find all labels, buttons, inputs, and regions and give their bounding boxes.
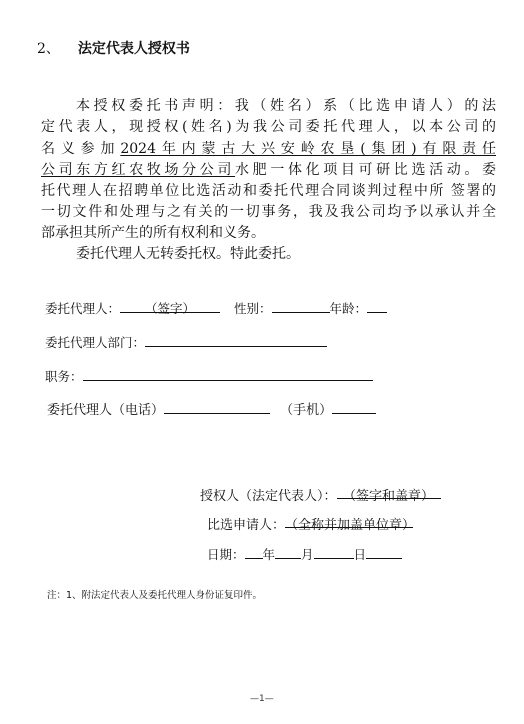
applicant-label: 比选申请人： <box>207 518 286 533</box>
declaration-line-6: 一切文件和处理与之有关的一切事务，我及我公司均予以承认并全 <box>41 204 496 220</box>
authorizer-signature-field[interactable] <box>337 485 441 504</box>
authorizer-label: 授权人（法定代表人）： <box>200 489 337 504</box>
declaration-line-1: 本授权委托书声明：我（姓名）系（比选申请人）的法 <box>76 98 496 114</box>
agent-info-row <box>45 299 387 317</box>
declaration-line-2: 定代表人，现授权(姓名)为我公司委托代理人，以本公司的 <box>41 119 496 135</box>
section-heading <box>37 38 190 58</box>
declaration-line-3-prefix: 名义参加 <box>41 141 121 157</box>
declaration-line-4 <box>41 160 496 180</box>
position-label: 职务： <box>45 369 83 384</box>
date-row <box>207 545 402 563</box>
applicant-hint: （全称并加盖单位章） <box>285 518 416 533</box>
declaration-line-5: 托代理人在招聘单位比选活动和委托代理合同谈判过程中所 签署的 <box>41 183 496 199</box>
agent-phone-row <box>47 399 376 418</box>
day-trailing-field[interactable] <box>366 545 402 559</box>
phone-label: 委托代理人（电话） <box>47 403 165 418</box>
agent-label: 委托代理人： <box>45 301 121 316</box>
month-label: 月 <box>301 547 314 562</box>
declaration-line-3 <box>41 139 496 159</box>
project-name-part-1: 2024年内蒙古大兴安岭农垦(集团)有限责任 <box>120 141 496 157</box>
dept-field[interactable] <box>145 333 327 347</box>
gender-field[interactable] <box>272 299 330 313</box>
dept-label: 委托代理人部门： <box>45 335 146 350</box>
day-label: 日 <box>353 547 367 562</box>
agent-signature-field[interactable] <box>120 299 220 316</box>
month-field[interactable] <box>275 545 301 559</box>
agent-signature-hint: （签字） <box>145 301 196 316</box>
mobile-label: （手机） <box>280 403 333 418</box>
page-number: —1— <box>250 694 274 704</box>
age-field[interactable] <box>367 299 387 313</box>
agent-position-row <box>45 367 373 385</box>
applicant-field[interactable] <box>285 514 416 533</box>
declaration-line-7: 部承担其所产生的所有权利和义务。 <box>41 225 265 241</box>
mobile-field[interactable] <box>332 400 376 414</box>
declaration-line-4-suffix: 水肥一体化项目可研比选活动。委 <box>235 162 497 178</box>
year-label: 年 <box>262 547 276 562</box>
section-number: 2、 <box>37 41 60 57</box>
date-label: 日期： <box>207 547 245 562</box>
footnote: 注：1、附法定代表人及委托代理人身份证复印件。 <box>47 590 263 601</box>
agent-dept-row <box>45 333 327 351</box>
position-field[interactable] <box>83 367 373 381</box>
authorizer-signature-hint: （签字和盖章） <box>343 489 435 504</box>
section-title: 法定代表人授权书 <box>77 41 190 57</box>
declaration-line-8: 委托代理人无转委托权。特此委托。 <box>76 246 300 262</box>
project-name-part-2: 公司东方红农牧场分公司 <box>41 162 236 178</box>
phone-field[interactable] <box>164 400 270 414</box>
day-field[interactable] <box>314 545 354 559</box>
applicant-row <box>207 514 416 533</box>
age-label: 年龄： <box>329 301 368 316</box>
gender-label: 性别： <box>234 301 272 316</box>
authorizer-row <box>200 485 441 504</box>
year-field[interactable] <box>245 545 263 559</box>
